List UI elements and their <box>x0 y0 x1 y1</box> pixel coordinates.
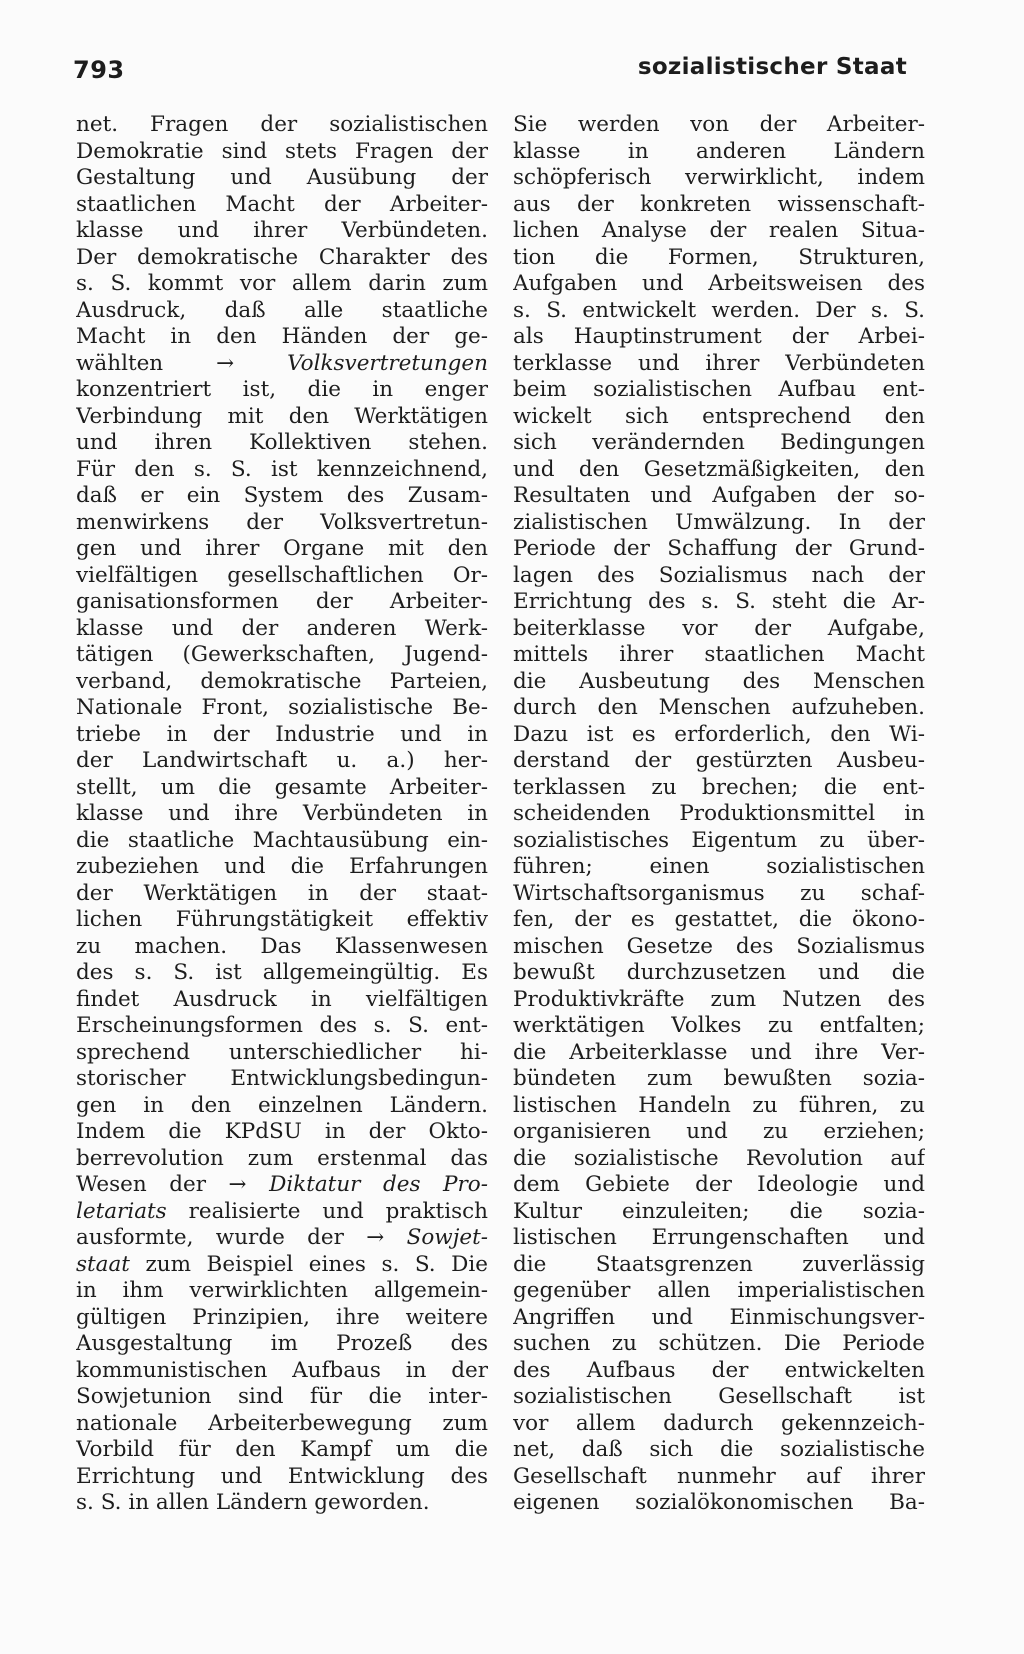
text-line: beiterklasse vor der Aufgabe, <box>513 615 925 641</box>
text-line: Gestaltung und Ausübung der <box>76 165 488 190</box>
text-line: lichen Analyse der realen Situa- <box>513 218 925 243</box>
text-line: fen, der es gestattet, die ökono- <box>513 907 925 932</box>
text-line: gültigen Prinzipien, ihre weitere <box>76 1304 488 1330</box>
text-line: Ausdruck, daß alle staatliche <box>76 297 488 323</box>
text-line: zialistischen Umwälzung. In der <box>513 509 925 535</box>
text-line: staat zum Beispiel eines s. S. Die <box>76 1251 488 1277</box>
text-line: als Hauptinstrument der Arbei- <box>513 324 925 349</box>
text-line: der Landwirtschaft u. a.) her- <box>76 748 488 773</box>
text-line: konzentriert ist, die in enger <box>76 377 488 402</box>
text-line: tätigen (Gewerkschaften, Jugend- <box>76 642 488 667</box>
text-line: Demokratie sind stets Fragen der <box>76 138 488 164</box>
running-head: sozialistischer Staat <box>637 54 907 80</box>
text-column-right <box>513 112 925 1517</box>
text-line: und ihren Kollektiven stehen. <box>76 430 488 455</box>
text-line: triebe in der Industrie und in <box>76 721 488 747</box>
text-line: Errichtung und Entwicklung des <box>76 1463 488 1489</box>
text-line: terklasse und ihrer Verbündeten <box>513 350 925 376</box>
text-line: lagen des Sozialismus nach der <box>513 562 925 588</box>
text-line: schöpferisch verwirklicht, indem <box>513 165 925 190</box>
text-line: die Arbeiterklasse und ihre Ver- <box>513 1039 925 1065</box>
text-line: die Staatsgrenzen zuverlässig <box>513 1251 925 1277</box>
text-line: die staatliche Machtausübung ein- <box>76 827 488 853</box>
text-line: s. S. in allen Ländern geworden. <box>76 1490 430 1515</box>
text-line: Für den s. S. ist kennzeichnend, <box>76 456 488 482</box>
text-line: Ausgestaltung im Prozeß des <box>76 1331 488 1356</box>
text-line: beim sozialistischen Aufbau ent- <box>513 377 925 402</box>
text-line: Resultaten und Aufgaben der so- <box>513 483 925 508</box>
text-line: sprechend unterschiedlicher hi- <box>76 1039 488 1065</box>
text-line: Angriffen und Einmischungsver- <box>513 1304 925 1330</box>
text-line: dem Gebiete der Ideologie und <box>513 1172 925 1197</box>
text-line: sozialistisches Eigentum zu über- <box>513 827 925 853</box>
text-line: zubeziehen und die Erfahrungen <box>76 854 488 879</box>
text-line: scheidenden Produktionsmittel in <box>513 801 925 826</box>
text-line: Vorbild für den Kampf um die <box>76 1437 488 1462</box>
text-line: die Ausbeutung des Menschen <box>513 668 925 694</box>
text-line: klasse und ihre Verbündeten in <box>76 801 488 826</box>
text-line: gen und ihrer Organe mit den <box>76 536 488 561</box>
text-line: findet Ausdruck in vielfältigen <box>76 986 488 1012</box>
text-line: Produktivkräfte zum Nutzen des <box>513 986 925 1012</box>
text-line: gegenüber allen imperialistischen <box>513 1278 925 1303</box>
text-line: zu machen. Das Klassenwesen <box>76 933 488 959</box>
text-line: Dazu ist es erforderlich, den Wi- <box>513 721 925 747</box>
text-line: des s. S. ist allgemeingültig. Es <box>76 960 488 985</box>
text-line: Wirtschaftsorganismus zu schaf- <box>513 880 925 906</box>
text-line: Aufgaben und Arbeitsweisen des <box>513 271 925 296</box>
text-line: ganisationsformen der Arbeiter- <box>76 589 488 614</box>
text-line: Erscheinungsformen des s. S. ent- <box>76 1013 488 1038</box>
text-line: vielfältigen gesellschaftlichen Or- <box>76 562 488 588</box>
text-line: listischen Handeln zu führen, zu <box>513 1092 925 1118</box>
text-line: kommunistischen Aufbaus in der <box>76 1357 488 1383</box>
text-line: mischen Gesetze des Sozialismus <box>513 933 925 959</box>
text-line: Verbindung mit den Werktätigen <box>76 403 488 429</box>
text-line: menwirkens der Volksvertretun- <box>76 509 488 535</box>
text-line: verband, demokratische Parteien, <box>76 668 488 694</box>
text-line: net. Fragen der sozialistischen <box>76 112 488 137</box>
text-line: und den Gesetzmäßigkeiten, den <box>513 456 925 482</box>
text-line: listischen Errungenschaften und <box>513 1225 925 1250</box>
text-line: Nationale Front, sozialistische Be- <box>76 695 488 720</box>
text-line: Der demokratische Charakter des <box>76 244 488 270</box>
text-line: wählten → Volksvertretungen <box>76 350 488 376</box>
text-line: Gesellschaft nunmehr auf ihrer <box>513 1463 925 1489</box>
text-line: klasse in anderen Ländern <box>513 138 925 164</box>
text-line: bündeten zum bewußten sozia- <box>513 1066 925 1091</box>
text-line: klasse und der anderen Werk- <box>76 615 488 641</box>
text-line: suchen zu schützen. Die Periode <box>513 1331 925 1356</box>
text-line: die sozialistische Revolution auf <box>513 1145 925 1171</box>
text-line: sozialistischen Gesellschaft ist <box>513 1384 925 1409</box>
text-line: klasse und ihrer Verbündeten. <box>76 218 488 243</box>
text-line: s. S. kommt vor allem darin zum <box>76 271 488 296</box>
text-line: vor allem dadurch gekennzeich- <box>513 1410 925 1436</box>
text-line: letariats realisierte und praktisch <box>76 1198 488 1224</box>
text-line: staatlichen Macht der Arbeiter- <box>76 191 488 217</box>
text-line: Errichtung des s. S. steht die Ar- <box>513 589 925 614</box>
text-line: stellt, um die gesamte Arbeiter- <box>76 774 488 800</box>
text-line: führen; einen sozialistischen <box>513 854 925 879</box>
text-line: Sie werden von der Arbeiter- <box>513 112 925 137</box>
text-line: net, daß sich die sozialistische <box>513 1437 925 1462</box>
text-line: tion die Formen, Strukturen, <box>513 244 925 270</box>
text-line: wickelt sich entsprechend den <box>513 403 925 429</box>
text-line: durch den Menschen aufzuheben. <box>513 695 925 720</box>
text-line: daß er ein System des Zusam- <box>76 483 488 508</box>
text-line: des Aufbaus der entwickelten <box>513 1357 925 1383</box>
text-line: s. S. entwickelt werden. Der s. S. <box>513 297 925 323</box>
text-line: mittels ihrer staatlichen Macht <box>513 642 925 667</box>
text-line: eigenen sozialökonomischen Ba- <box>513 1490 925 1515</box>
text-line: gen in den einzelnen Ländern. <box>76 1092 488 1118</box>
text-line: Periode der Schaffung der Grund- <box>513 536 925 561</box>
text-line: terklassen zu brechen; die ent- <box>513 774 925 800</box>
text-line: Sowjetunion sind für die inter- <box>76 1384 488 1409</box>
text-line: werktätigen Volkes zu entfalten; <box>513 1013 925 1038</box>
text-line: sich verändernden Bedingungen <box>513 430 925 455</box>
text-line: lichen Führungstätigkeit effektiv <box>76 907 488 932</box>
text-line: bewußt durchzusetzen und die <box>513 960 925 985</box>
text-line: der Werktätigen in der staat- <box>76 880 488 906</box>
text-line: nationale Arbeiterbewegung zum <box>76 1410 488 1436</box>
text-line: storischer Entwicklungsbedingun- <box>76 1066 488 1091</box>
text-line: organisieren und zu erziehen; <box>513 1119 925 1144</box>
text-line: aus der konkreten wissenschaft- <box>513 191 925 217</box>
text-line: in ihm verwirklichten allgemein- <box>76 1278 488 1303</box>
text-line: ausformte, wurde der → Sowjet- <box>76 1225 488 1250</box>
text-line: berrevolution zum erstenmal das <box>76 1145 488 1171</box>
page-number: 793 <box>73 56 125 84</box>
text-line: Indem die KPdSU in der Okto- <box>76 1119 488 1144</box>
text-column-left <box>76 112 488 1517</box>
text-line: Macht in den Händen der ge- <box>76 324 488 349</box>
text-line: Wesen der → Diktatur des Pro- <box>76 1172 488 1197</box>
text-line: derstand der gestürzten Ausbeu- <box>513 748 925 773</box>
text-line: Kultur einzuleiten; die sozia- <box>513 1198 925 1224</box>
